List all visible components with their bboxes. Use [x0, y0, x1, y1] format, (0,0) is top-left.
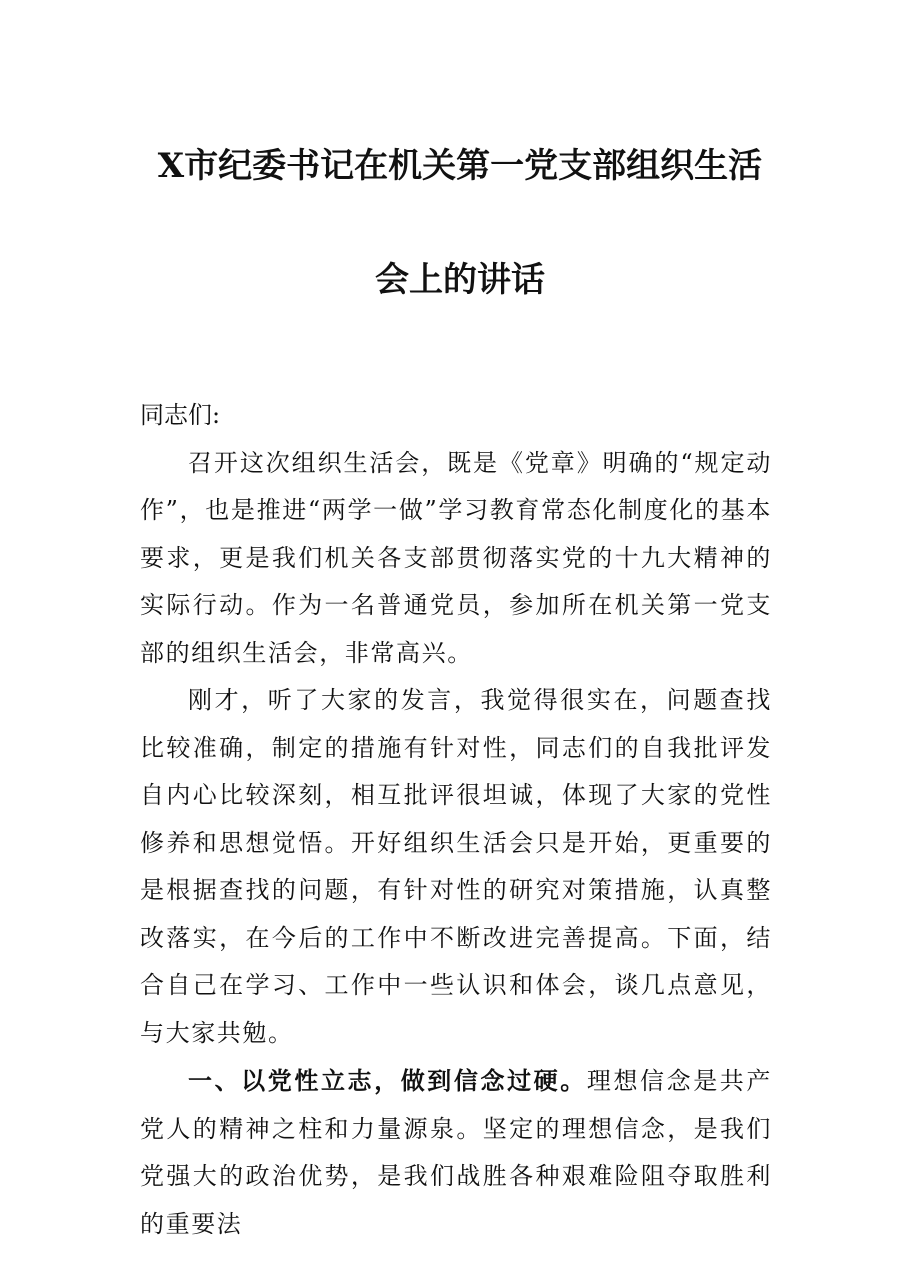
document-title-line2: 会上的讲话 [375, 260, 545, 300]
paragraph-text: 理想信念是共产党人的精神之柱和力量源泉。坚定的理想信念，是我们党强大的政治优势，是我们战胜各种艰难险阻夺取胜利的重要法 [140, 1067, 773, 1238]
document-body [140, 392, 772, 1248]
paragraph-text: 召开这次组织生活会，既是《党章》明确的“规定动作”，也是推进“两学一做”学习教育常态化制度化的基本要求，更是我们机关各支部贯彻落实党的十九大精神的实际行动。作为一名普通党员，参加所在机关第一党支部的组织生活会，非常高兴。 [140, 448, 772, 667]
paragraph-section-one [140, 1057, 772, 1248]
salutation: 同志们: [140, 401, 221, 429]
section-heading: 一、以党性立志，做到信念过硬。 [188, 1066, 587, 1095]
document-title-line1: X市纪委书记在机关第一党支部组织生活 [157, 146, 763, 186]
paragraph-text: 刚才，听了大家的发言，我觉得很实在，问题查找比较准确，制定的措施有针对性，同志们的自我批评发自内心比较深刻，相互批评很坦诚，体现了大家的党性修养和思想觉悟。开好组织生活会只是开始，更重要的是根据查找的问题，有针对性的研究对策措施，认真整改落实，在今后的工作中不断改进完善提高。下面，结合自己在学习、工作中一些认识和体会，谈几点意见，与大家共勉。 [140, 686, 772, 1047]
paragraph-opening [140, 440, 772, 678]
paragraph-feedback [140, 677, 772, 1057]
